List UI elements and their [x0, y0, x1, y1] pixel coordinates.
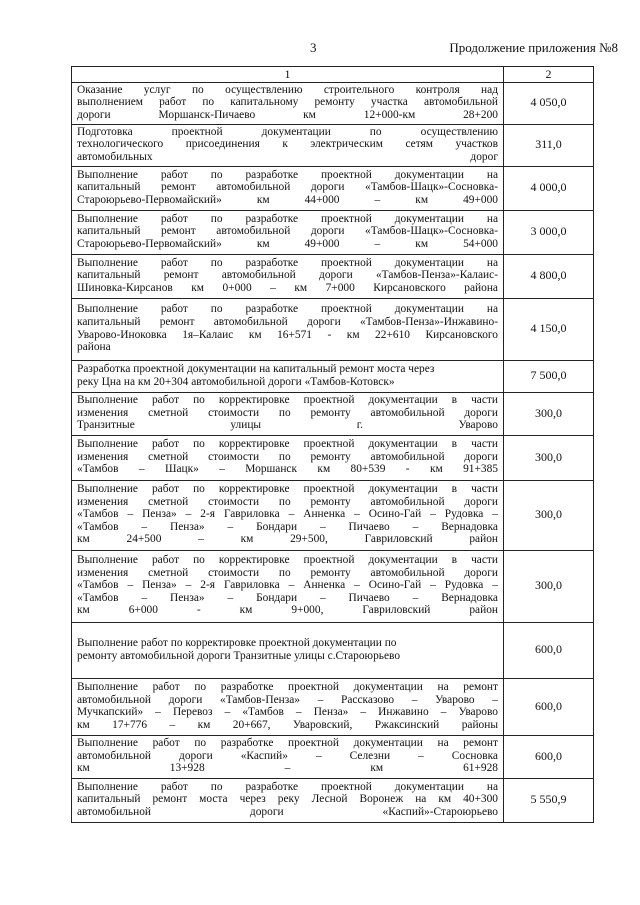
amount-value: 4 800,0: [504, 254, 594, 298]
amount-value: 600,0: [504, 622, 594, 678]
description-line: автомобильной дороги «Каспий»-Староюрьево: [77, 805, 498, 818]
description-line: ремонту автомобильной дороги Транзитные улицы с.Староюрьево: [77, 649, 401, 662]
description-line: Шиновка-Кирсанов км 0+000 – км 7+000 Кирсановского района: [77, 281, 498, 294]
description-line: Выполнение работ по корректировке проектной документации в части: [77, 554, 498, 567]
amount-value: 300,0: [504, 392, 594, 435]
table-row: [72, 435, 594, 480]
table-row: [72, 166, 594, 210]
description-line: автомобильной дороги «Тамбов-Пенза» – Рассказово – Уварово –: [77, 693, 498, 706]
description-line: Оказание услуг по осуществлению строительного контроля над: [77, 83, 498, 96]
description-line: км 24+500 – км 29+500, Гавриловский район: [77, 533, 498, 546]
description-line: Разработка проектной документации на капитальный ремонт моста через: [77, 363, 435, 375]
description-line: «Тамбов – Пенза» – 2-я Гавриловка – Анненка – Осино-Гай – Рудовка –: [77, 579, 498, 592]
description-line: Выполнение работ по разработке проектной документации на: [77, 168, 498, 181]
description-line: Староюрьево-Первомайский» км 44+000 – км 49+000: [77, 193, 498, 206]
amount-value: 300,0: [504, 480, 594, 550]
work-description: [72, 82, 504, 124]
description-line: Подготовка проектной документации по осуществлению: [77, 125, 498, 138]
table-row: [72, 392, 594, 435]
work-description: [72, 210, 504, 254]
work-description: [72, 550, 504, 622]
table-row: [72, 298, 594, 360]
amount-value: 4 150,0: [504, 298, 594, 360]
amount-value: 7 500,0: [504, 360, 594, 392]
work-description: [72, 254, 504, 298]
page-number: 3: [310, 40, 317, 55]
amount-value: 311,0: [504, 124, 594, 166]
work-description: [72, 778, 504, 822]
work-description: [72, 360, 504, 392]
column-header-1: 1: [72, 67, 504, 83]
amount-value: 4 050,0: [504, 82, 594, 124]
description-line: технологического присоединения к электрическим сетям участков: [77, 138, 498, 151]
description-line: Выполнение работ по разработке проектной документации на ремонт: [77, 680, 498, 693]
description-line: изменения сметной стоимости по ремонту автомобильной дороги: [77, 450, 498, 463]
description-line: «Тамбов – Пенза» – Бондари – Пичаево – Вернадовка: [77, 591, 498, 604]
work-description: [72, 298, 504, 360]
description-line: автомобильных дорог: [77, 150, 498, 163]
description-line: «Тамбов – Шацк» – Моршанск км 80+539 - км 91+385: [77, 463, 498, 476]
work-description: [72, 622, 504, 678]
column-header-2: 2: [504, 67, 594, 83]
table-row: [72, 622, 594, 678]
description-line: Выполнение работ по разработке проектной документации на: [77, 256, 498, 269]
description-line: Мучкапский» – Перевоз – «Тамбов – Пенза» – Инжавино – Уварово: [77, 706, 498, 719]
amount-value: 300,0: [504, 435, 594, 480]
description-line: капитальный ремонт моста через реку Лесной Воронеж на км 40+300: [77, 793, 498, 806]
works-table: [71, 66, 594, 823]
amount-value: 3 000,0: [504, 210, 594, 254]
description-line: Выполнение работ по корректировке проектной документации по: [77, 637, 397, 649]
description-line: Староюрьево-Первомайский» км 49+000 – км 54+000: [77, 237, 498, 250]
table-header-row: [72, 67, 594, 83]
description-line: км 6+000 - км 9+000, Гавриловский район: [77, 604, 498, 617]
table-body: [72, 67, 594, 823]
description-line: изменения сметной стоимости по ремонту автомобильной дороги: [77, 495, 498, 508]
table-row: [72, 254, 594, 298]
table-row: [72, 778, 594, 822]
description-line: выполнением работ по капитальному ремонту участка автомобильной: [77, 96, 498, 109]
description-line: км 17+776 – км 20+667, Уваровский, Ржаксинский районы: [77, 718, 498, 731]
description-line: Выполнение работ по корректировке проектной документации в части: [77, 438, 498, 451]
table-row: [72, 678, 594, 735]
description-line: Выполнение работ по разработке проектной документации на: [77, 303, 498, 316]
description-line: района: [77, 341, 111, 354]
description-line: капитальный ремонт автомобильной дороги «Тамбов-Пенза»-Инжавино-: [77, 316, 498, 328]
work-description: [72, 480, 504, 550]
table-row: [72, 360, 594, 392]
description-line: дороги Моршанск-Пичаево км 12+000-км 28+200: [77, 108, 498, 121]
table-row: [72, 210, 594, 254]
description-line: капитальный ремонт автомобильной дороги «Тамбов-Шацк»-Сосновка-: [77, 181, 498, 194]
description-line: капитальный ремонт автомобильной дороги «Тамбов-Пенза»-Калаис-: [77, 269, 498, 282]
description-line: изменения сметной стоимости по ремонту автомобильной дороги: [77, 566, 498, 579]
description-line: «Тамбов – Пенза» – Бондари – Пичаево – Вернадовка: [77, 520, 498, 533]
work-description: [72, 124, 504, 166]
amount-value: 5 550,9: [504, 778, 594, 822]
description-line: «Тамбов – Пенза» – 2-я Гавриловка – Анненка – Осино-Гай – Рудовка –: [77, 508, 498, 521]
description-line: Транзитные улицы г. Уварово: [77, 419, 498, 432]
work-description: [72, 435, 504, 480]
description-line: Выполнение работ по корректировке проектной документации в части: [77, 483, 498, 496]
work-description: [72, 735, 504, 778]
description-line: Выполнение работ по разработке проектной документации на: [77, 780, 498, 793]
amount-value: 300,0: [504, 550, 594, 622]
table-row: [72, 550, 594, 622]
description-line: Выполнение работ по разработке проектной документации на ремонт: [77, 737, 498, 750]
amount-value: 600,0: [504, 678, 594, 735]
description-line: капитальный ремонт автомобильной дороги «Тамбов-Шацк»-Сосновка-: [77, 225, 498, 238]
description-line: Выполнение работ по разработке проектной документации на: [77, 212, 498, 225]
description-line: реку Цна на км 20+304 автомобильной дороги «Тамбов-Котовск»: [77, 375, 395, 388]
description-line: автомобильной дороги «Каспий» – Селезни – Сосновка: [77, 749, 498, 762]
work-description: [72, 392, 504, 435]
amount-value: 600,0: [504, 735, 594, 778]
table-row: [72, 82, 594, 124]
amount-value: 4 000,0: [504, 166, 594, 210]
table-row: [72, 735, 594, 778]
appendix-label: Продолжение приложения №8: [449, 40, 618, 55]
description-line: км 13+928 – км 61+928: [77, 762, 498, 775]
work-description: [72, 166, 504, 210]
work-description: [72, 678, 504, 735]
table-row: [72, 124, 594, 166]
description-line: Выполнение работ по корректировке проектной документации в части: [77, 394, 498, 407]
table-row: [72, 480, 594, 550]
description-line: Уварово-Иноковка 1я–Калаис км 16+571 - км 22+610 Кирсановского: [77, 328, 498, 341]
description-line: изменения сметной стоимости по ремонту автомобильной дороги: [77, 406, 498, 419]
